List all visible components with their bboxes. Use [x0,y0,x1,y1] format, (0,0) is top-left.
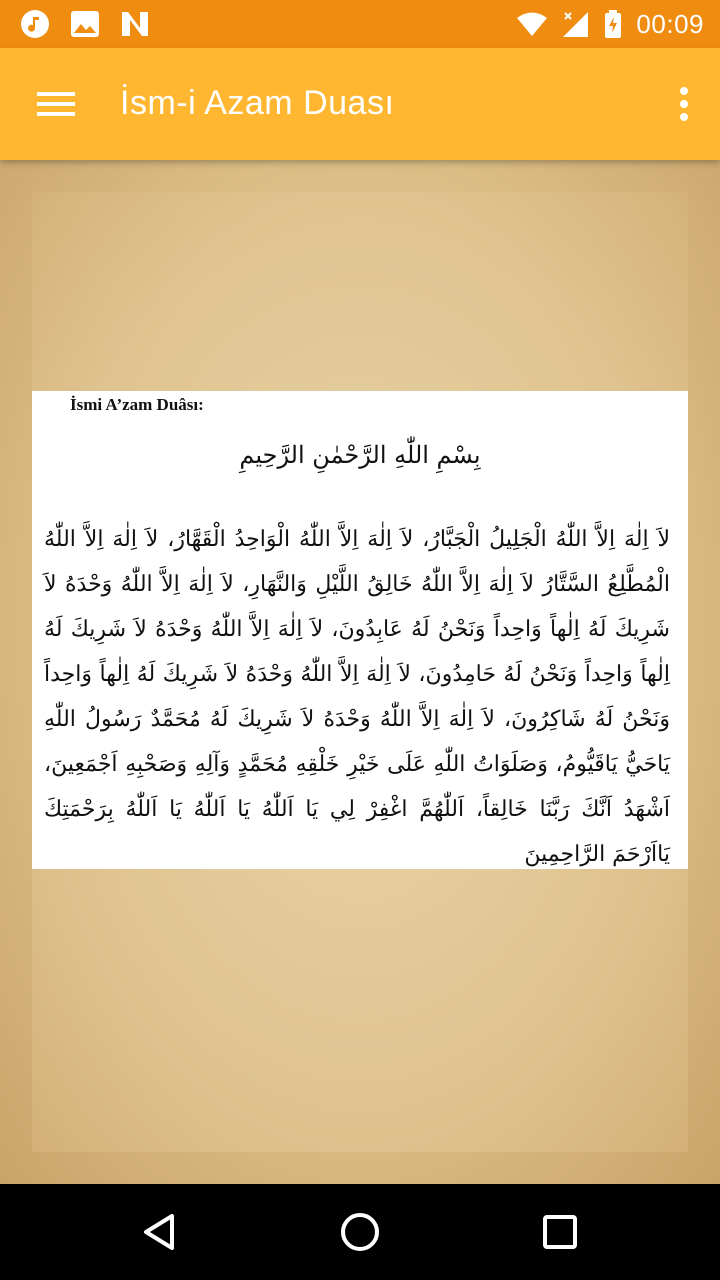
navigation-bar [0,1184,720,1280]
battery-icon [604,9,622,39]
prayer-body-text: لاَ اِلٰهَ اِلاَّ اللّٰهُ الْجَلِيلُ الْجَبَّارُ، لاَ اِلٰهَ اِلاَّ اللّٰهُ الْوَاحِدُ الْقَهَّارُ، لاَ اِلٰهَ اِلاَّ اللّٰهُ الْمُطَّلِعُ السَّتَّارُ لاَ اِلٰهَ اِلاَّ اللّٰهُ خَالِقُ اللَّيْلِ وَالنَّهَارِ، لاَ اِلٰهَ اِلاَّ اللّٰهُ وَحْدَهُ لاَ شَرِيكَ لَهُ اِلٰهاً وَاحِداً وَنَحْنُ لَهُ عَابِدُونَ، لاَ اِلٰهَ اِلاَّ اللّٰهُ وَحْدَهُ لاَ شَرِيكَ لَهُ اِلٰهاً وَاحِداً وَنَحْنُ لَهُ حَامِدُونَ، لاَ اِلٰهَ اِلاَّ اللّٰهُ وَحْدَهُ لاَ شَرِيكَ لَهُ اِلٰهاً وَاحِداً وَنَحْنُ لَهُ شَاكِرُونَ، لاَ اِلٰهَ اِلاَّ اللّٰهُ وَحْدَهُ لاَ شَرِيكَ لَهُ مُحَمَّدٌ رَسُولُ اللّٰهِ يَاحَيُّ يَاقَيُّومُ، وَصَلَوَاتُ اللّٰهِ عَلَى خَيْرِ خَلْقِهِ مُحَمَّدٍ وَآلِهِ وَصَحْبِهِ اَجْمَعِينَ، اَشْهَدُ اَنَّكَ رَبَّنَا خَالِقاً، اَللّٰهُمَّ اغْفِرْ لِي يَا اَللّٰهُ يَا اَللّٰهُ يَا اَللّٰهُ بِرَحْمَتِكَ يَااَرْحَمَ الرَّاحِمِينَ [44,527,670,867]
music-note-icon [20,9,50,39]
image-icon [70,10,100,38]
overflow-menu-icon [679,86,689,122]
home-button[interactable] [336,1208,384,1256]
n-logo-icon [120,10,150,38]
back-button[interactable] [136,1208,184,1256]
document-heading: İsmi A’zam Duâsı: [70,395,204,414]
overflow-menu-button[interactable] [668,78,700,130]
prayer-text-image [32,391,688,869]
basmala-text: بِسْمِ اللّٰهِ الرَّحْمٰنِ الرَّحِيمِ [239,441,481,469]
status-time: 00:09 [636,8,704,39]
back-icon [140,1212,180,1252]
recents-button[interactable] [536,1208,584,1256]
app-bar [0,48,720,160]
menu-button[interactable] [24,78,88,130]
status-bar [0,0,720,48]
content-area[interactable] [0,160,720,1184]
wifi-icon [516,11,548,37]
home-icon [339,1211,381,1253]
page-title: İsm-i Azam Duası [120,84,395,122]
cell-signal-icon [562,10,590,38]
recents-icon [541,1213,579,1251]
hamburger-menu-icon [36,89,76,119]
